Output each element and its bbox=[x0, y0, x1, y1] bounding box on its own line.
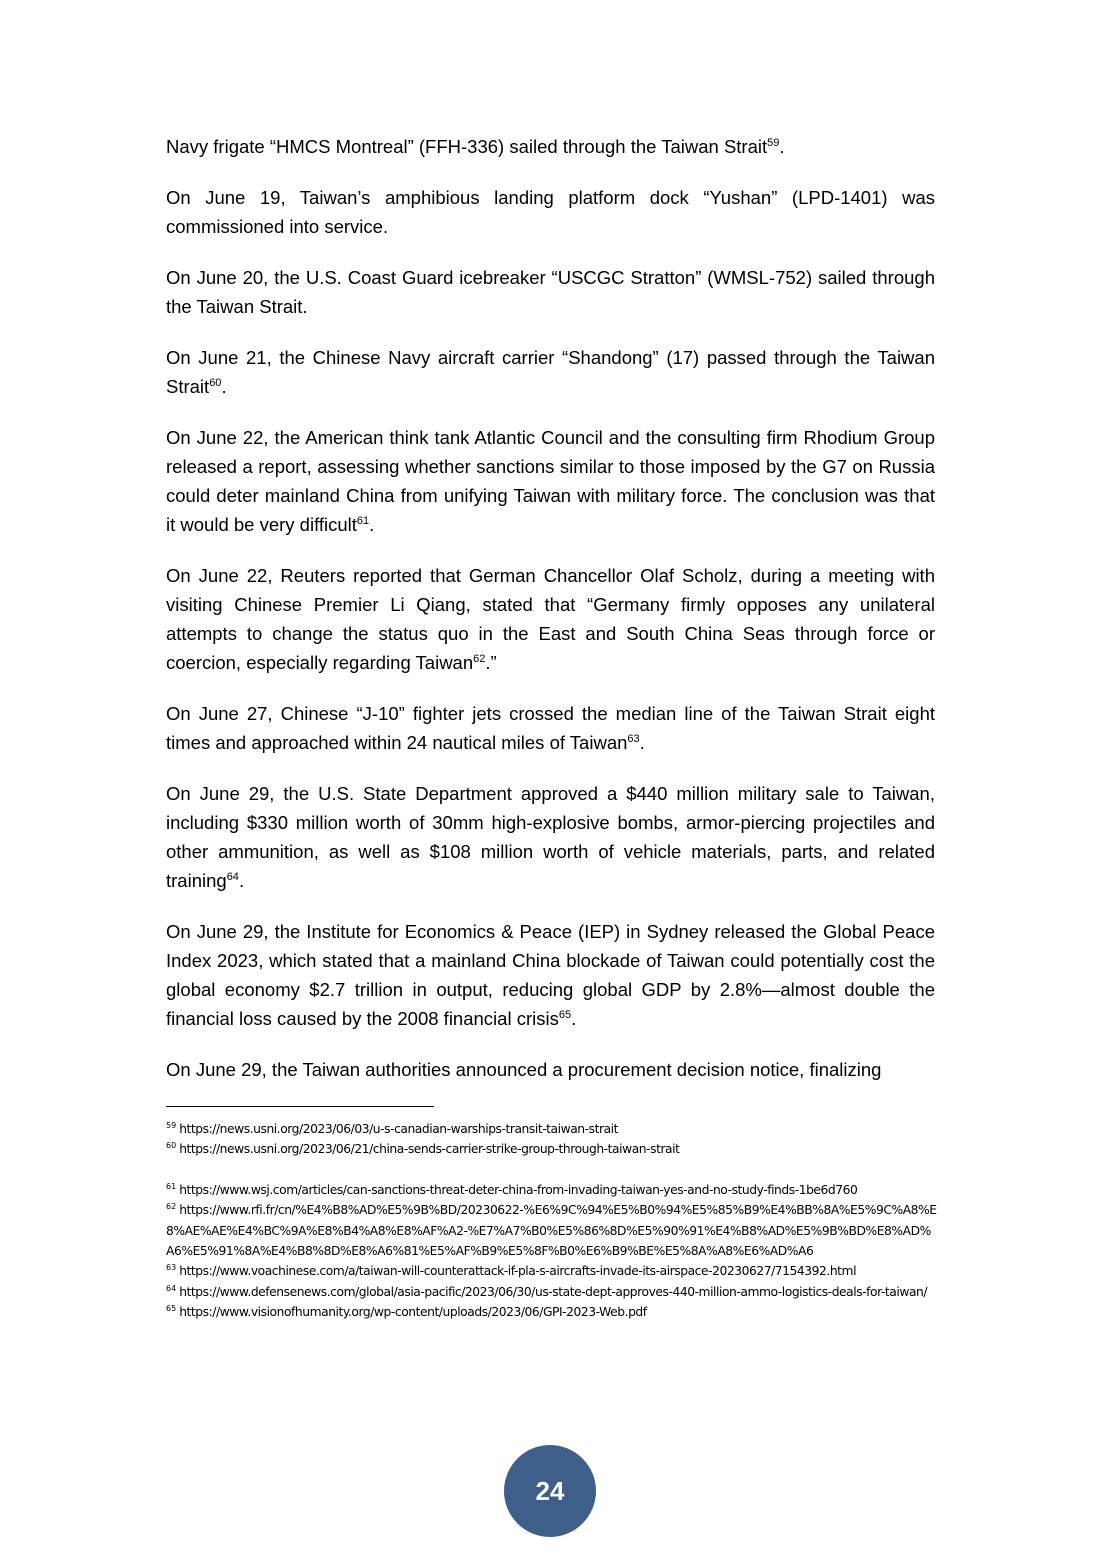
paragraph: Navy frigate “HMCS Montreal” (FFH-336) sailed through the Taiwan Strait$^{59}$. bbox=[166, 136, 785, 157]
footnote-number: 59 bbox=[166, 1121, 177, 1130]
footnote bbox=[166, 1119, 938, 1139]
footnote-ref[interactable]: 61 bbox=[356, 515, 370, 527]
footnote bbox=[166, 1180, 938, 1200]
footnote-link[interactable]: https://www.rfi.fr/cn/%E4%B8%AD%E5%9B%BD/20230622-%E6%9C%94%E5%B0%94%E5%85%B9%E4%BB%8A%E5%9C%A8%E8%AE%AE%E4%BC%9A%E8%B4%A8%E8%AF%A2-%E7%A7%B0%E5%86%8D%E5%90%91%E4%B8%AD%E5%9B%BD%E8%AD%A6%E5%91%8A%E4%B8%8D%E8%A6%81%E5%AF%B9%E5%8F%B0%E6%B9%BE%E5%8A%A8%E6%AD%A6 bbox=[166, 1203, 937, 1259]
footnote-link[interactable]: https://www.defensenews.com/global/asia-pacific/2023/06/30/us-state-dept-approves-440-million-ammo-logistics-deals-for-taiwan/ bbox=[179, 1284, 928, 1299]
body-text bbox=[166, 132, 935, 1106]
paragraph: On June 29, the Taiwan authorities announced a procurement decision notice, finalizing bbox=[166, 1059, 882, 1080]
footnote-ref[interactable]: 59 bbox=[767, 137, 780, 149]
footnote bbox=[166, 1302, 938, 1322]
paragraph: On June 29, the U.S. State Department approved a $440 million military sale to Taiwan, including $330 million worth of 30mm high-explosive bombs, armor-piercing projectiles and other ammunition, as well as $108 million worth of vehicle materials, parts, and related training$^{64}$. bbox=[166, 783, 935, 891]
footnote-number: 61 bbox=[166, 1181, 177, 1191]
footnote-ref[interactable]: 60 bbox=[209, 377, 222, 389]
paragraph: On June 27, Chinese “J-10” fighter jets crossed the median line of the Taiwan Strait eight times and approached within 24 nautical miles of Taiwan$^{63}$. bbox=[166, 703, 935, 753]
footnote-link[interactable]: https://news.usni.org/2023/06/21/china-sends-carrier-strike-group-through-taiwan-strait bbox=[179, 1142, 680, 1157]
footnote bbox=[166, 1139, 938, 1159]
footnote-ref[interactable]: 63 bbox=[627, 733, 640, 745]
footnote-ref[interactable]: 62 bbox=[473, 653, 486, 665]
footnote-ref[interactable]: 65 bbox=[558, 1009, 572, 1021]
footnote-ref[interactable]: 64 bbox=[226, 871, 239, 883]
footnote-number: 63 bbox=[166, 1263, 177, 1273]
footnote bbox=[166, 1200, 938, 1261]
footnote-link[interactable]: https://www.wsj.com/articles/can-sanctions-threat-deter-china-from-invading-taiwan-yes-and-no-study-finds-1be6d760 bbox=[179, 1182, 858, 1197]
page-number: 24 bbox=[535, 1475, 565, 1506]
footnote-link[interactable]: https://news.usni.org/2023/06/03/u-s-canadian-warships-transit-taiwan-strait bbox=[179, 1122, 618, 1136]
paragraph: On June 22, Reuters reported that German Chancellor Olaf Scholz, during a meeting with visiting Chinese Premier Li Qiang, stated that “Germany firmly opposes any unilateral attempts to change the status quo in the East and South China Seas through force or coercion, especially regarding Taiwan$^{62}$.” bbox=[166, 565, 935, 673]
footnotes bbox=[166, 1119, 938, 1323]
page-number-badge bbox=[504, 1445, 596, 1537]
footnote-number: 65 bbox=[166, 1304, 177, 1314]
footnote-number: 62 bbox=[166, 1202, 177, 1212]
footnote-link[interactable]: https://www.visionofhumanity.org/wp-content/uploads/2023/06/GPI-2023-Web.pdf bbox=[179, 1305, 647, 1320]
footnote-number: 64 bbox=[166, 1283, 177, 1293]
paragraph: On June 20, the U.S. Coast Guard icebreaker “USCGC Stratton” (WMSL-752) sailed through the Taiwan Strait. bbox=[166, 267, 935, 317]
paragraph: On June 29, the Institute for Economics & Peace (IEP) in Sydney released the Global Peace Index 2023, which stated that a mainland China blockade of Taiwan could potentially cost the global economy $2.7 trillion in output, reducing global GDP by 2.8%—almost double the financial loss caused by the 2008 financial crisis$^{65}$. bbox=[166, 921, 935, 1029]
paragraph: On June 22, the American think tank Atlantic Council and the consulting firm Rhodium Group released a report, assessing whether sanctions similar to those imposed by the G7 on Russia could deter mainland China from unifying Taiwan with military force. The conclusion was that it would be very difficult$^{61}$. bbox=[166, 427, 935, 535]
footnote-link[interactable]: https://www.voachinese.com/a/taiwan-will-counterattack-if-pla-s-aircrafts-invade-its-airspace-20230627/7154392.html bbox=[179, 1264, 857, 1279]
footnote bbox=[166, 1261, 938, 1281]
paragraph: On June 19, Taiwan’s amphibious landing platform dock “Yushan” (LPD-1401) was commissioned into service. bbox=[166, 187, 935, 237]
footnote-separator bbox=[166, 1106, 434, 1107]
footnote bbox=[166, 1282, 938, 1302]
footnote-number: 60 bbox=[166, 1141, 177, 1151]
paragraph: On June 21, the Chinese Navy aircraft carrier “Shandong” (17) passed through the Taiwan Strait$^{60}$. bbox=[166, 347, 935, 397]
